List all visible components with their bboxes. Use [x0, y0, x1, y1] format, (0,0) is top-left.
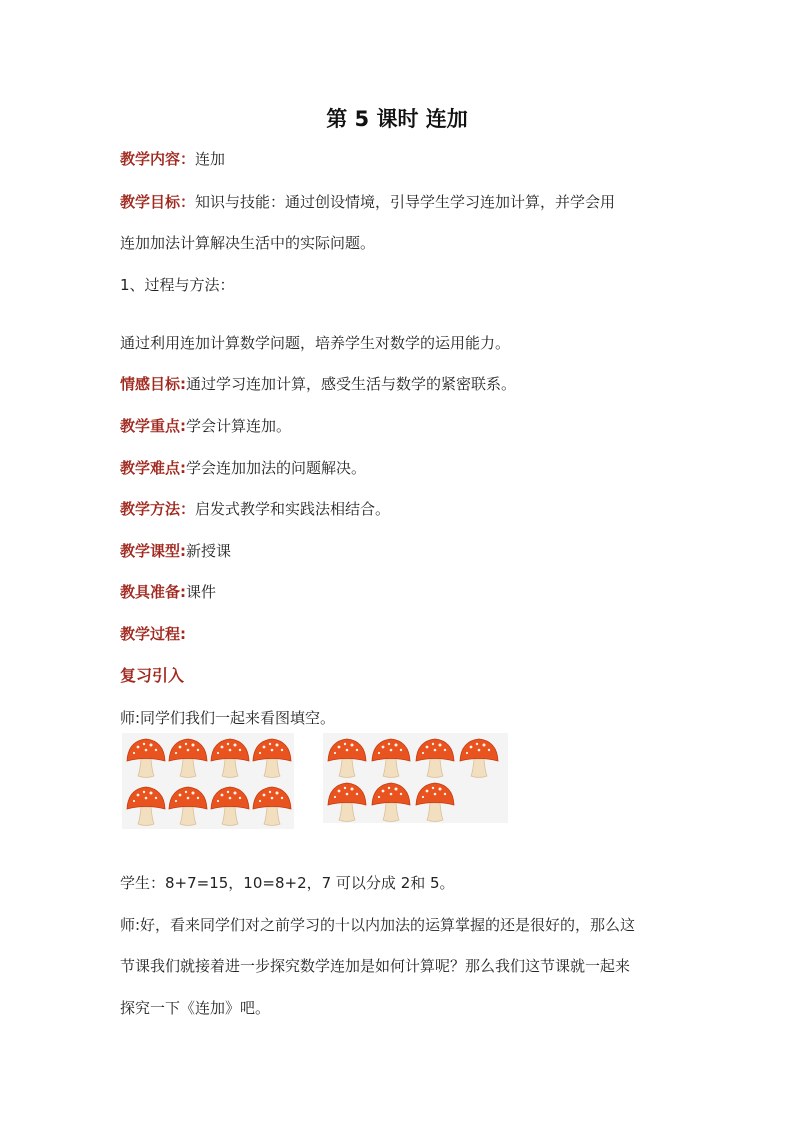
process-method-line: 1、过程与方法：: [120, 276, 235, 294]
mushroom-icon: [208, 735, 252, 779]
goal-line-2: 连加加法计算解决生活中的实际问题。: [120, 234, 376, 252]
goal-line-1: [120, 191, 690, 213]
procedure-label: 教学过程:: [120, 625, 186, 643]
goal-text-1: 知识与技能：通过创设情境，引导学生学习连加计算，并学会用: [195, 193, 616, 211]
mushroom-icon: [369, 735, 413, 779]
mushroom-icon: [325, 735, 369, 779]
emotion-text: 通过学习连加计算，感受生活与数学的紧密联系。: [186, 375, 517, 393]
difficulty-text: 学会连加加法的问题解决。: [186, 459, 367, 477]
mushroom-icon: [325, 779, 369, 823]
method-label: 教学方法：: [120, 500, 196, 518]
lesson-type-text: 新授课: [186, 542, 232, 560]
lesson-type-label: 教学课型:: [120, 542, 186, 560]
emotion-line: [120, 373, 690, 395]
emotion-label: 情感目标:: [120, 375, 186, 393]
mushroom-icon: [413, 735, 457, 779]
mushroom-icon: [124, 735, 168, 779]
mushroom-group-7: [323, 733, 508, 823]
mushroom-icon: [166, 783, 210, 827]
mushroom-group-8: [122, 733, 294, 829]
mushroom-icon: [369, 779, 413, 823]
method-line: [120, 498, 690, 520]
teacher-line-1: 师:同学们我们一起来看图填空。: [120, 709, 336, 727]
teacher-line-2a: 师:好，看来同学们对之前学习的十以内加法的运算掌握的还是很好的，那么这: [120, 916, 636, 934]
content-label: 教学内容：: [120, 150, 196, 168]
mushroom-icon: [124, 783, 168, 827]
tools-text: 课件: [186, 583, 217, 601]
page-title: 第 5 课时 连加: [326, 107, 468, 131]
teacher-line-2b: 节课我们就接着进一步探究数学连加是如何计算呢？那么我们这节课就一起来: [120, 957, 631, 975]
lesson-type-line: [120, 540, 690, 562]
content-text: 连加: [195, 150, 226, 168]
key-point-label: 教学重点:: [120, 417, 186, 435]
review-heading: 复习引入: [120, 666, 185, 685]
tools-line: [120, 581, 690, 603]
difficulty-label: 教学难点:: [120, 459, 186, 477]
tools-label: 教具准备:: [120, 583, 186, 601]
key-point-line: [120, 415, 690, 437]
teacher-line-2c: 探究一下《连加》吧。: [120, 999, 271, 1017]
procedure-line: [120, 623, 690, 645]
method-text: 启发式教学和实践法相结合。: [195, 500, 391, 518]
mushroom-icon: [166, 735, 210, 779]
key-point-text: 学会计算连加。: [186, 417, 292, 435]
student-line: 学生：8+7=15，10=8+2，7 可以分成 2和 5。: [120, 874, 455, 892]
process-text-line: 通过利用连加计算数学问题，培养学生对数学的运用能力。: [120, 334, 511, 352]
goal-label: 教学目标：: [120, 193, 196, 211]
content-line: [120, 148, 690, 170]
mushroom-icon: [250, 735, 294, 779]
mushroom-icon: [250, 783, 294, 827]
mushroom-icon: [208, 783, 252, 827]
difficulty-line: [120, 457, 690, 479]
mushroom-icon: [457, 735, 501, 779]
mushroom-icon: [413, 779, 457, 823]
